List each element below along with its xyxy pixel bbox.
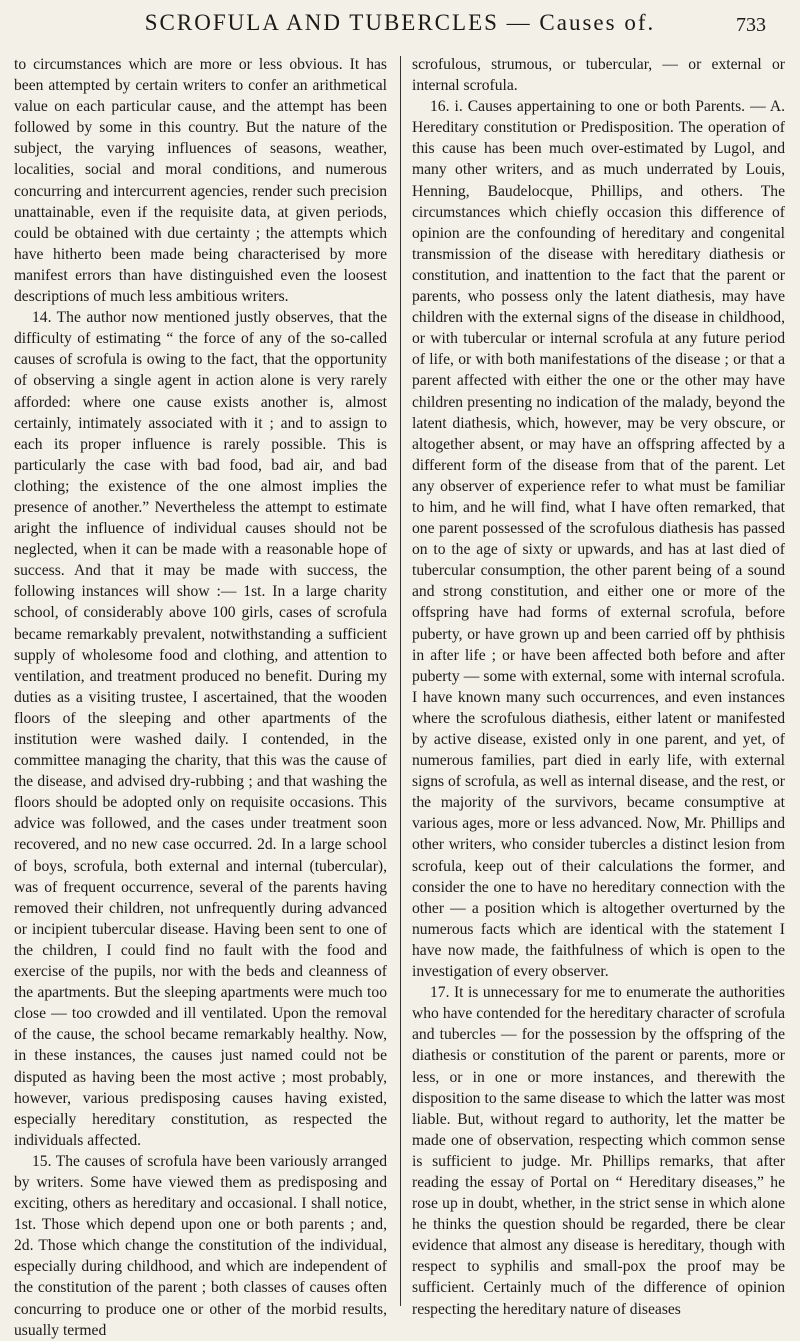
paragraph: 17. It is unnecessary for me to enumerate the authorities who have contended for the hereditary character of scrofula and tubercles — for the possession by the offspring of the diathesis or constitution of the parent or parents, more or less, or in one or more instances, and therewith the disposition to the same disease to which the latter was most liable. But, without regard to authority, let the matter be made one of observation, respecting which common sense is sufficient to judge. Mr. Phillips remarks, that after reading the essay of Portal on “ Hereditary diseases,” he rose up in doubt, whether, in the strict sense in which alone he thinks the question should be regarded, there be clear evidence that almost any disease is hereditary, though with respect to syphilis and small-pox the proof may be sufficient. Certainly much of the difference of opinion respecting the hereditary nature of diseases (412, 984, 785, 1318)
column-divider (400, 56, 401, 1306)
paragraph: 15. The causes of scrofula have been variously arranged by writers. Some have viewed them as predisposing and exciting, others as hereditary and occasional. I shall notice, 1st. Those which depend upon one or both parents ; and, 2d. Those which change the constitution of the individual, especially during childhood, and which are independent of the constitution of the parent ; both classes of causes often concurring to produce one or other of the morbid results, usually termed (14, 1152, 387, 1339)
paragraph: 16. i. Causes appertaining to one or both Parents. — A. Hereditary constitution or Predisposition. The operation of this cause has been much over-estimated by Lugol, and many other writers, and as much underrated by Louis, Henning, Baudelocque, Phillips, and others. The circumstances which chiefly occasion this difference of opinion are the confounding of hereditary and congenital transmission of the disease with hereditary diathesis or constitution, and inattention to the fact that the parent or parents, who possess only the latent diathesis, may have children with the external signs of the disease in childhood, or with tubercular or internal scrofula at any future period of life, or with both manifestations of the disease ; or that a parent affected with either the one or the other may have children presenting no indication of the malady, beyond the latent diathesis, which, however, may be very obscure, or altogether absent, or may have an offspring affected by a different form of the disease from that of the parent. Let any observer of experience refer to what must be familiar to him, and he will find, what I have often remarked, that one parent possessed of the scrofulous diathesis has passed on to the age of sixty or upwards, and has at last died of tubercular consumption, the other parent being of a sound and strong constitution, and either one or more of the offspring have had forms of external scrofula, before puberty, or have grown up and been carried off by phthisis in after life ; or have been affected both before and after puberty — some with external, some with internal scrofula. I have known many such occurrences, and even instances where the scrofulous diathesis, either latent or manifested by active disease, existed only in one parent, and yet, of numerous families, part died in early life, with external signs of scrofula, as well as internal disease, and the rest, or the majority of the survivors, became consumptive at various ages, more or less advanced. Now, Mr. Phillips and other writers, who consider tubercles a distinct lesion from scrofula, keep out of their calculations the former, and consider the one to have no hereditary connection with the other — a position which is altogether overturned by the numerous facts which are identical with the statement I have now made, the faithfulness of which is open to the investigation of every observer. (412, 98, 785, 981)
left-column (14, 54, 387, 1341)
paragraph: 14. The author now mentioned justly observes, that the difficulty of estimating “ the force of any of the so-called causes of scrofula is owing to the fact, that the opportunity of observing a single agent in action alone is very rarely afforded: where one cause exists another is, almost certainly, intimately associated with it ; and to assign to each its proper influence is rarely possible. This is particularly the case with bad food, bad air, and bad clothing; the existence of the one almost implies the presence of another.” Nevertheless the attempt to estimate aright the influence of individual causes should not be neglected, when it can be made with a reasonable hope of success. And that it may be made with success, the following instances will show :— 1st. In a large charity school, of considerably above 100 girls, cases of scrofula became remarkably prevalent, notwithstanding a sufficient supply of wholesome food and clothing, and attention to ventilation, and treatment produced no benefit. During my duties as a visiting trustee, I ascertained, that the wooden floors of the sleeping and other apartments of the institution were washed daily. I contended, in the committee managing the charity, that this was the cause of the disease, and advised dry-rubbing ; and that washing the floors should be adopted only on requisite occasions. This advice was followed, and the cases under treatment soon recovered, and no new case occurred. 2d. In a large school of boys, scrofula, both external and internal (tubercular), was of frequent occurrence, several of the parents having removed their children, not unfrequently during advanced or incipient tubercular disease. Having been sent to one of the children, I could find no fault with the food and exercise of the pupils, nor with the beds and cleanness of the apartments. But the sleeping apartments were much too close — too crowded and ill ventilated. Upon the removal of the cause, the school became remarkably healthy. Now, in these instances, the causes just named could not be disputed as having been the most active ; most probably, however, various predisposing causes having existed, especially hereditary constitution, as respected the individuals affected. (14, 309, 387, 1149)
page-header (0, 4, 800, 50)
paragraph: to circumstances which are more or less obvious. It has been attempted by certain writers to confer an arithmetical value on each particular cause, and the attempt has been followed by some in this country. But the nature of the subject, the varying influences of seasons, weather, localities, social and moral conditions, and numerous concurring and intercurrent agencies, render such precision unattainable, even if the requisite data, at given periods, could be obtained with due certainty ; the attempts which have hitherto been made being characterised by more manifest errors than have distinguished even the loosest descriptions of much less ambitious writers. (14, 56, 387, 306)
paragraph: scrofulous, strumous, or tubercular, — or external or internal scrofula. (412, 56, 785, 95)
page-number: 733 (736, 14, 766, 36)
right-column (412, 54, 785, 1320)
running-head: SCROFULA AND TUBERCLES — Causes of. (144, 10, 656, 35)
